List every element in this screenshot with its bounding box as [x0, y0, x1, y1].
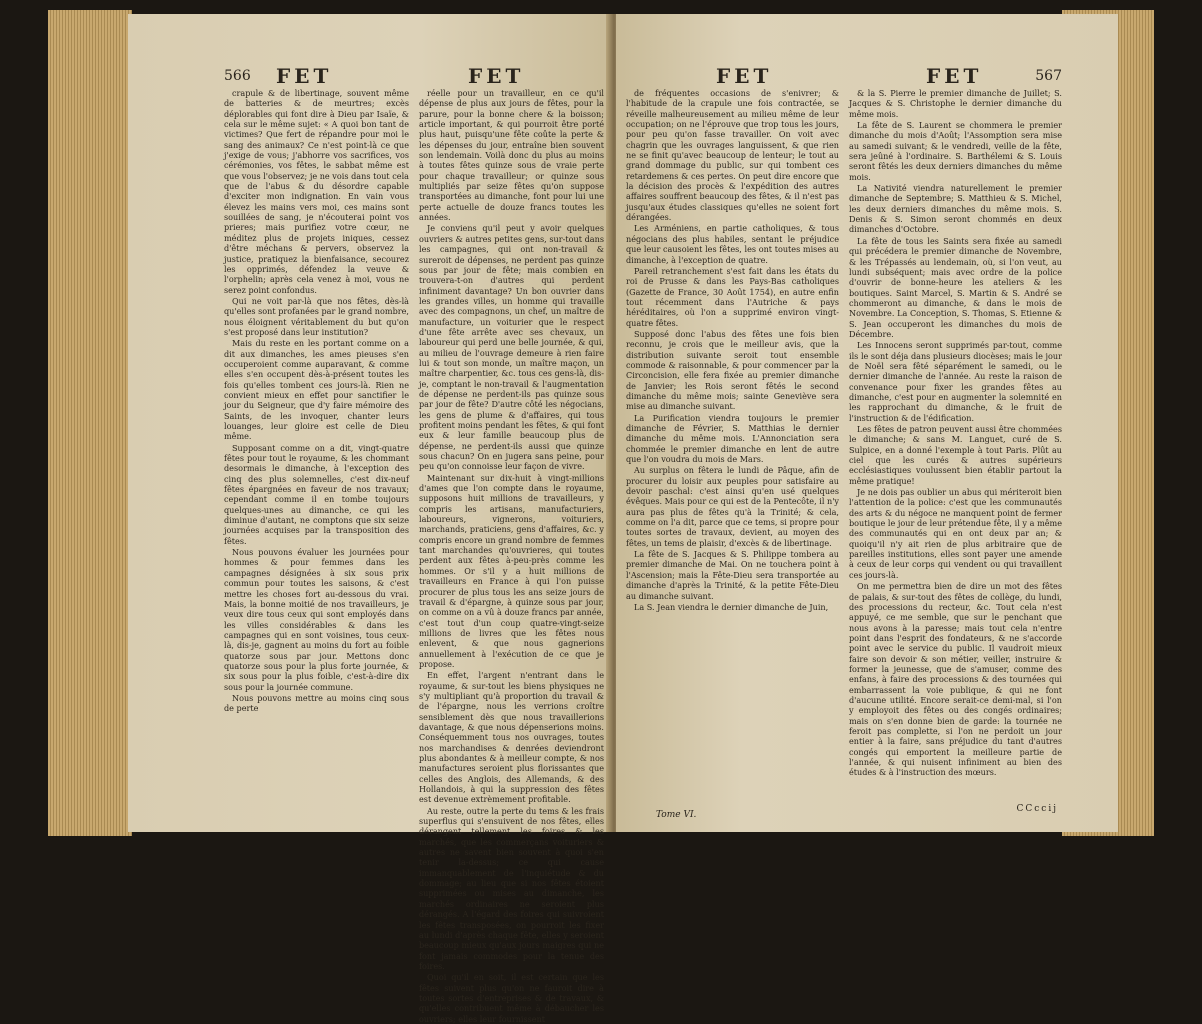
left-page: [128, 14, 614, 1024]
paragraph: Supposé donc l'abus des fêtes une fois bien reconnu, je crois que le meilleur avis, que la distribution suivante seroit tout ensemble commode & raisonnable, & pour commencer par la Circoncision, elle fera fixée au premier dimanche de Janvier; les Rois seront fêtés le second dimanche du même mois; sainte Geneviève sera mise au dimanche suivant.: [626, 328, 839, 412]
left-head-word-1: FET: [276, 64, 333, 88]
paragraph: Quoi qu'il en soit, il est certain que les fêtes suivent plus qu'on ne fauroit dire à toutes sortes d'entreprises & de travaux, & qu'elles contribuent même à débaucher les ouvriers; elles leur fournissent: [419, 972, 604, 1024]
paragraph: En effet, l'argent n'entrant dans le royaume, & sur-tout les biens physiques ne s'y multipliant qu'à proportion du travail & de l'épargne, nous les verrions croître sensiblement dès que nous travaillerions davantage, & que nous dépenserions moins. Conséquemment tous nos ouvrages, toutes nos marchandises & denrées deviendront plus abondantes & à meilleur compte, & nos manufactures seroient plus florissantes que celles des Anglois, des Allemands, & des Hollandois, à qui la suppression des fêtes est devenue extrèmement profitable.: [419, 670, 604, 805]
paragraph: Au surplus on fêtera le lundi de Pâque, afin de procurer du loisir aux peuples pour satisfaire au devoir paschal: c'est ainsi qu'en usé quelques évêques. Mais pour ce qui est de la Pentecôte, il n'y aura pas plus de fêtes qu'à la Trinité; & cela, comme on l'a dit, parce que ce tems, si propre pour toutes sortes de travaux, devient, au moyen des fêtes, un tems de plaisir, d'excès & de libertinage.: [626, 465, 840, 548]
right-head-word-1: FET: [716, 64, 773, 88]
paragraph: Au reste, outre la perte du tems & les frais superflus qui s'ensuivent de nos fêtes, elles dérangent tellement les foires & les marchés, que les commerçans voituriers & autres ne savent bien souvent à quoi s'en tenir la-dessus; ce qui cause immanquablement de l'inquiétude & du dommage; au lieu que si nos fêtes étoient supprimées ou mises au dimanche, les marchés ordinaires ne seroient plus dérangés. A l'égard des foires qui suivroient les fêtes transposées, on pourroit les fixer au lundi d'après chaque fête, elles y seroient beaucoup mieux qu'aux jours maigres qui ne font jamais commodes pour la tenue des foires.: [419, 805, 604, 971]
signature-mark: CCccij: [1016, 804, 1058, 814]
paragraph: Pareil retranchement s'est fait dans les états du roi de Prusse & dans les Pays-Bas catholiques (Gazette de France, 30 Août 1754), en autre enfin tout récemment dans l'Autriche & pays héréditaires, où l'on a supprimé environ vingt-quatre fêtes.: [626, 265, 839, 328]
left-page-edges: [48, 10, 132, 836]
right-column-2: [849, 88, 1062, 808]
right-column-1: [626, 88, 839, 808]
paragraph: Les Innocens seront supprimés par-tout, comme ils le sont déja dans plusieurs diocèses; mais le jour de Noël sera fêté séparément le samedi, ou le dernier dimanche de l'année. Au reste la raison de convenance pour fixer les grandes fêtes au dimanche, c'est pour en augmenter la solemnité en les rapprochant du dimanche, & le fruit de l'instruction & de l'édification.: [849, 340, 1062, 423]
paragraph: Qui ne voit par-là que nos fêtes, dès-là qu'elles sont profanées par le grand nombre, nous éloignent véritablement du but qu'on s'est proposé dans leur institution?: [224, 295, 409, 337]
paragraph: Nous pouvons mettre au moins cinq sous de perte: [224, 692, 409, 714]
paragraph: La S. Jean viendra le dernier dimanche de Juin,: [634, 601, 829, 612]
paragraph: Nous pouvons évaluer les journées pour hommes & pour femmes dans les campagnes désignées à six sous prix commun pour toutes les saisons, & c'est mettre les choses fort au-dessous du vrai. Mais, la bonne moitié de nos travailleurs, je veux dire tous ceux qui sont employés dans les villes considérables & dans les campagnes qui en sont voisines, tous ceux-là, dis-je, gagnent au moins du fort au foible quatorze sous par jour. Mettons donc quatorze sous pour la plus forte journée, & six sous pour la plus foible, c'est-à-dire dix sous pour la journée commune.: [224, 547, 409, 692]
paragraph: Les fêtes de patron peuvent aussi être chommées le dimanche; & sans M. Languet, curé de S. Sulpice, en a donné l'exemple à tout Paris. Plût au ciel que les curés & autres supérieurs ecclésiastiques voulussent bien établir partout la même pratique!: [849, 424, 1062, 486]
left-head-word-2: FET: [468, 64, 525, 88]
paragraph: On me permettra bien de dire un mot des fêtes de palais, & sur-tout des fêtes de collège, du lundi, des processions du recteur, &c. Tout cela n'est appuyé, ce me semble, que sur le penchant que nous avons à la paresse; mais tout cela n'entre point dans l'esprit des fondateurs, & ne s'accorde point avec le service du public. Il vaudroit mieux faire son devoir & son métier, veiller, instruire & former la jeunesse, que de s'amuser, comme des enfans, à faire des processions & des tournées qui embarrassent la voie publique, & qui ne font d'aucune utilité. Encore serait-ce demi-mal, si l'on y employoit des fêtes ou des congés ordinaires; mais on s'en donne bien de garde: la tournée ne feroit pas complette, si l'on ne perdoit un jour entier à la faire, sans préjudice du tant d'autres congés qui emportent la meilleure partie de l'année, & qui nuisent infiniment au bien des études & à l'instruction des mœurs.: [849, 581, 1062, 778]
paragraph: & la S. Pierre le premier dimanche de Juillet; S. Jacques & S. Christophe le dernier dimanche du même mois.: [849, 88, 1062, 119]
right-page: [616, 14, 1118, 832]
paragraph: Maintenant sur dix-huit à vingt-millions d'ames que l'on compte dans le royaume, supposons huit millions de travailleurs, y compris les artisans, manufacturiers, laboureurs, vignerons, voituriers, marchands, praticiens, gens d'affaires, &c. y compris encore un grand nombre de femmes tant marchandes qu'ouvrieres, qui toutes perdent aux fêtes à-peu-près comme les hommes. Or s'il y a huit millions de travailleurs en France à qui l'on puisse procurer de plus tous les ans seize jours de travail & d'épargne, à quinze sous par jour, on comme on a vû à douze francs par année, c'est tout d'un coup quatre-vingt-seize millions de livres que les fêtes nous enlevent, & que nous gagnerions annuellement à l'exécution de ce que je propose.: [419, 472, 604, 669]
paragraph: La Purification viendra toujours le premier dimanche de Février, S. Matthias le dernier dimanche du même mois. L'Annonciation sera chommée le premier dimanche en lent de autre que l'on voudra du mois de Mars.: [626, 412, 839, 465]
paragraph: La fête de S. Jacques & S. Philippe tombera au premier dimanche de Mai. On ne touchera point à l'Ascension; mais la Fête-Dieu sera transportée au dimanche d'après la Trinité, & la petite Fête-Dieu au dimanche suivant.: [626, 549, 839, 601]
paragraph: Les Arméniens, en partie catholiques, & tous négocians des plus habiles, sentant le préjudice que leur causoient les fêtes, les ont toutes mises au dimanche, à l'exception de quatre.: [626, 223, 839, 265]
volume-footer: Tome VI.: [656, 810, 697, 820]
paragraph: crapule & de libertinage, souvent même de batteries & de meurtres; excès déplorables qui font dire à Dieu par Isaïe, & cela sur le même sujet: « A quoi bon tant de victimes? Que fert de répandre pour moi le sang des animaux? Ce n'est point-là ce que j'exige de vous; j'abhorre vos sacrifices, vos cérémonies, vos fêtes, le sabbat même est que vous l'observez; je ne vois dans tout cela que de l'abus & du désordre capable d'exciter mon indignation. En vain vous élevez les mains vers moi, ces mains sont souillées de sang, je n'écouterai point vos prieres; mais purifiez votre cœur, ne méditez plus de projets iniques, cessez d'être méchans & pervers, observez la justice, pratiquez la bienfaisance, secourez les opprimés, défendez la veuve & l'orphelin; après cela venez à moi, vous ne serez point confondus.: [224, 88, 409, 295]
left-column-1: [224, 88, 409, 808]
paragraph: La fête de tous les Saints sera fixée au samedi qui précédera le premier dimanche de Novembre, & les Trépassés au lendemain, où, si l'on veut, au lundi subséquent; mais avec ordre de la police d'ouvrir de bonne-heure les ateliers & les boutiques. Saint Marcel, S. Martin & S. André se chommeront au dimanche, & dans le mois de Novembre. La Conception, S. Thomas, S. Etienne & S. Jean occuperont les dimanches du mois de Décembre.: [849, 235, 1062, 339]
right-page-number: 567: [1035, 68, 1062, 84]
paragraph: Je ne dois pas oublier un abus qui mériteroit bien l'attention de la police: c'est que les communautés des arts & du négoce ne manquent point de fermer boutique le jour de leur prétendue fête, il y a même des communautés qui en ont deux par an; & quoiqu'il n'y ait rien de plus arbitraire que de pareilles institutions, elles sont payer une amende à ceux de leur corps qui vendent ou qui travaillent ces jours-là.: [849, 487, 1062, 580]
right-columns: [626, 88, 1062, 808]
paragraph: Mais du reste en les portant comme on a dit aux dimanches, les ames pieuses s'en occuperoient comme auparavant, & comme elles s'en occupent dès-à-présent toutes les fois qu'elles tombent ces jours-là. Rien ne convient mieux en effet pour sanctifier le jour du Seigneur, que d'y faire mémoire des Saints, de les invoquer, chanter leurs louanges, leur gloire est celle de Dieu même.: [224, 338, 409, 442]
left-page-number: 566: [224, 68, 251, 84]
left-column-2: [419, 88, 604, 1024]
right-running-head: [626, 64, 1062, 88]
right-head-word-2: FET: [926, 64, 983, 88]
paragraph: de fréquentes occasions de s'enivrer; & l'habitude de la crapule une fois contractée, se réveille malheureusement au milieu même de leur occupation; on ne l'éprouve que trop tous les jours, pour peu qu'on fasse travailler. On voit avec chagrin que les ouvrages languissent, & que rien ne se finit qu'avec beaucoup de lenteur; le tout au grand dommage du public, sur qui tombent ces retardemens & ces pertes. On peut dire encore que la décision des procès & l'expédition des autres affaires souffrent beaucoup des fêtes, & il n'est pas jusqu'aux études classiques qu'elles ne soient fort dérangées.: [626, 88, 839, 223]
paragraph: La Nativité viendra naturellement le premier dimanche de Septembre; S. Matthieu & S. Michel, les deux derniers dimanches du même mois. S. Denis & S. Simon seront chommés en deux dimanches d'Octobre.: [849, 183, 1062, 235]
left-running-head: [224, 64, 604, 88]
paragraph: Je conviens qu'il peut y avoir quelques ouvriers & autres petites gens, sur-tout dans les campagnes, qui ont non-travail & sureroit de dépenses, ne perdent pas quinze sous par jour de fête; mais combien en trouvera-t-on d'autres qui perdent infiniment davantage? Un bon ouvrier dans les grandes villes, un homme qui travaille avec des compagnons, un chef, un maître de manufacture, un voiturier que le respect d'une fête arrête avec ses chevaux, un laboureur qui perd une belle journée, & qui, au milieu de l'ouvrage demeure à rien faire lui & tout son monde, un maître maçon, un maître charpentier, &c. tous ces gens-là, dis-je, comptant le non-travail & l'augmentation de dépense ne perdent-ils pas quinze sous par jour de fête? D'autre côté les négocians, les gens de plume & d'affaires, qui tous profitent moins pendant les fêtes, & qui font eux & leur famille beaucoup plus de dépense, ne perdent-ils aussi que quinze sous chacun? On en jugera sans peine, pour peu qu'on connoisse leur façon de vivre.: [419, 223, 604, 472]
paragraph: Supposant comme on a dit, vingt-quatre fêtes pour tout le royaume, & les chommant desormais le dimanche, à l'exception des cinq des plus solemnelles, c'est dix-neuf fêtes épargnées en faveur de nos travaux; cependant comme il en tombe toujours quelques-unes au dimanche, ce qui les diminue d'autant, ne comptons que six seize journées acquises par la transposition des fêtes.: [224, 442, 409, 546]
paragraph: La fête de S. Laurent se chommera le premier dimanche du mois d'Août; l'Assomption sera mise au samedi suivant; & le vendredi, veille de la fête, sera jeûné à l'ordinaire. S. Barthélemi & S. Louis seront fêtés les deux derniers dimanches du même mois.: [849, 120, 1062, 182]
left-columns: [224, 88, 604, 1024]
paragraph: réelle pour un travailleur, en ce qu'il dépense de plus aux jours de fêtes, pour la parure, pour la bonne chere & la boisson; article important, & qui pourroit être porté plus haut, puisqu'une fête coûte la perte & les dépenses du jour, entraîne bien souvent son lendemain. Voilà donc du plus au moins à toutes fêtes quinze sous de vraie perte pour chaque travailleur; or quinze sous multipliés par seize fêtes qu'on suppose transportées au dimanche, font pour lui une perte actuelle de douze francs toutes les années.: [419, 88, 604, 223]
